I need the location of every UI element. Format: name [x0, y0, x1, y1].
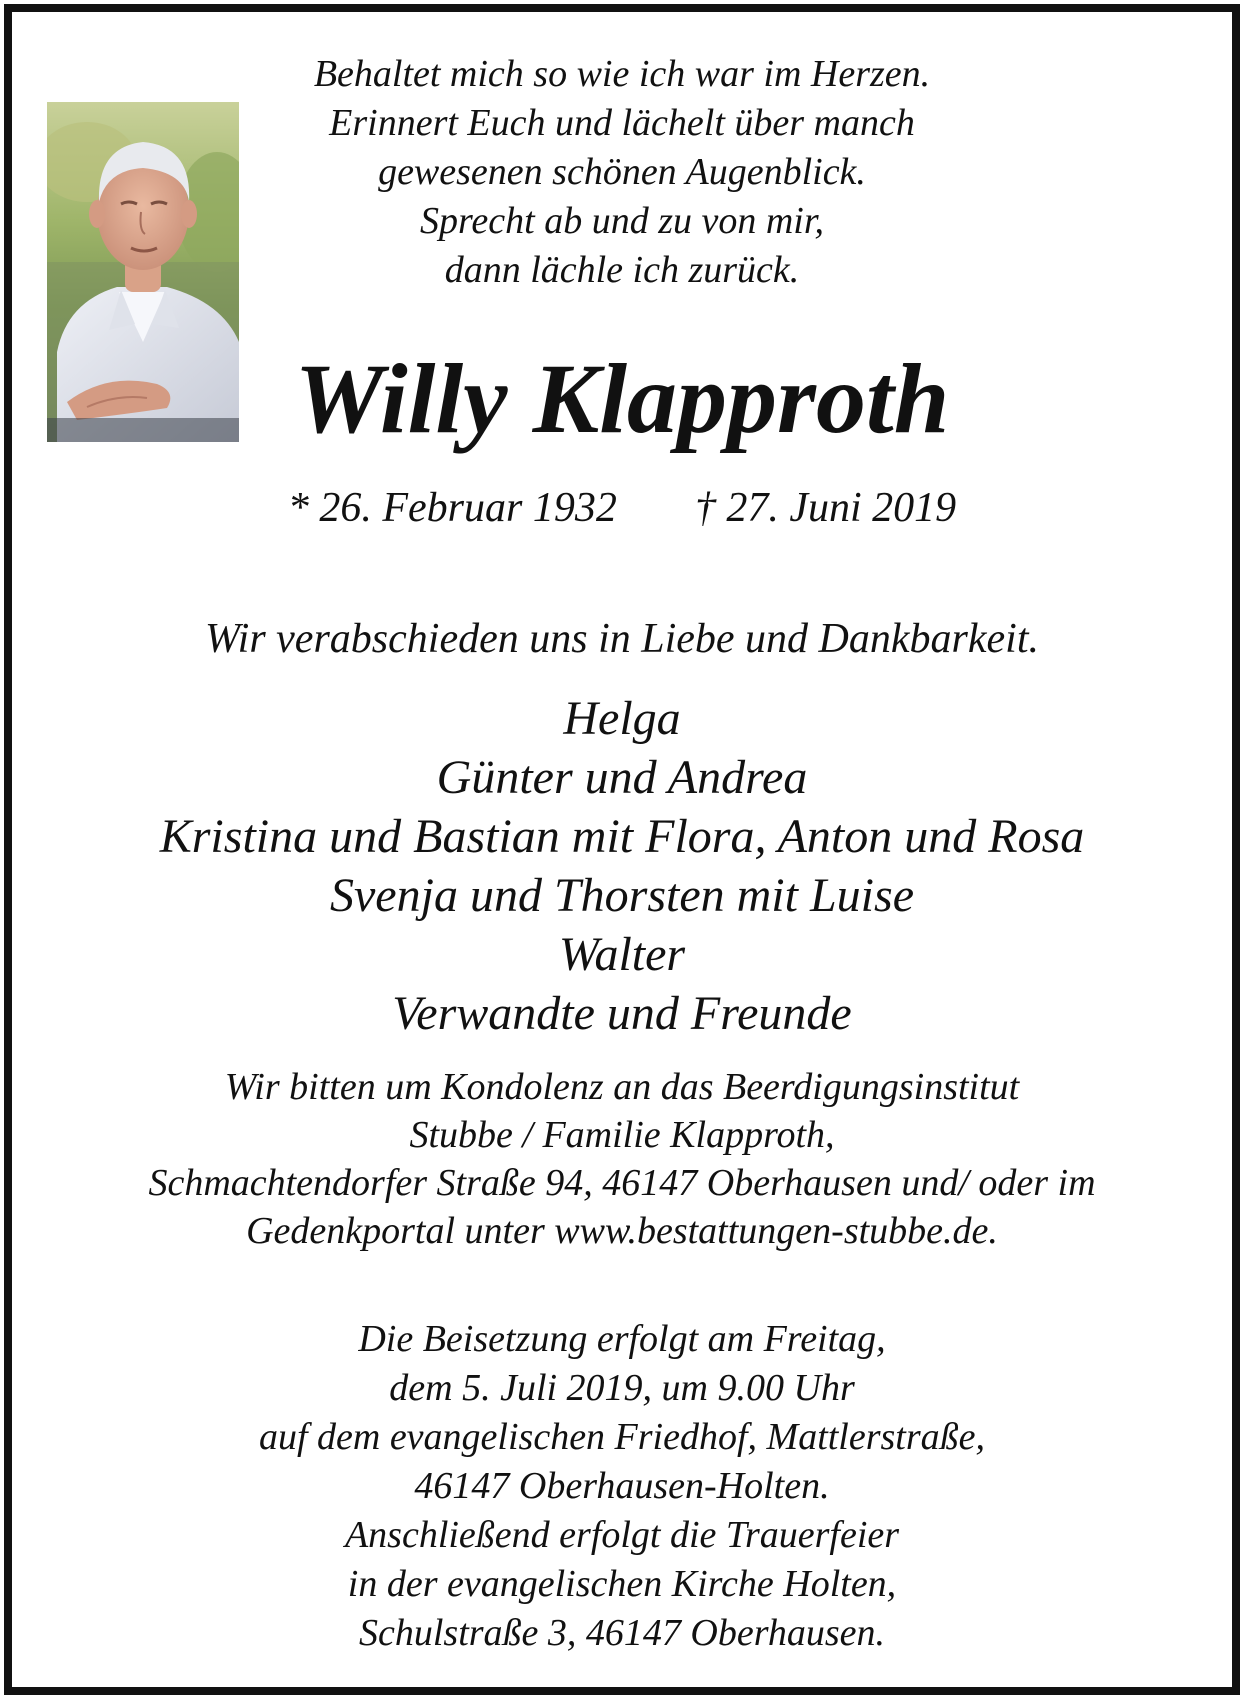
portrait-photo — [47, 102, 239, 442]
mourners-list — [12, 689, 1232, 1043]
obituary-notice — [4, 4, 1240, 1695]
condolence-line: Schmachtendorfer Straße 94, 46147 Oberhausen und/ oder im — [148, 1162, 1096, 1204]
mourner-line: Kristina und Bastian mit Flora, Anton und Rosa — [159, 810, 1085, 863]
birth-date: * 26. Februar 1932 — [287, 485, 617, 531]
condolence-line: Stubbe / Familie Klapproth, — [409, 1114, 835, 1156]
burial-line: Die Beisetzung erfolgt am Freitag, — [358, 1318, 886, 1360]
mourner-line: Svenja und Thorsten mit Luise — [330, 869, 914, 922]
condolence-line: Wir bitten um Kondolenz an das Beerdigungsinstitut — [224, 1066, 1020, 1108]
death-date: † 27. Juni 2019 — [694, 485, 957, 531]
portrait-illustration — [47, 102, 239, 442]
deceased-name: Willy Klapproth — [294, 343, 950, 454]
farewell-text: Wir verabschieden uns in Liebe und Dankbarkeit. — [204, 616, 1039, 662]
life-dates — [12, 482, 1232, 534]
condolence-line: Gedenkportal unter www.bestattungen-stubbe.de. — [246, 1210, 998, 1252]
burial-line: auf dem evangelischen Friedhof, Mattlerstraße, — [258, 1416, 986, 1458]
mourner-line: Walter — [558, 928, 686, 981]
burial-line: in der evangelischen Kirche Holten, — [347, 1563, 897, 1605]
burial-line: dem 5. Juli 2019, um 9.00 Uhr — [389, 1367, 855, 1409]
burial-line: Anschließend erfolgt die Trauerfeier — [344, 1514, 900, 1556]
poem-line: Behaltet mich so wie ich war im Herzen. — [313, 53, 931, 95]
condolence-info — [12, 1063, 1232, 1255]
poem-line: Erinnert Euch und lächelt über manch — [329, 102, 915, 144]
burial-line: 46147 Oberhausen-Holten. — [414, 1465, 830, 1507]
poem-line: dann lächle ich zurück. — [444, 249, 800, 291]
poem-line: Sprecht ab und zu von mir, — [420, 200, 824, 242]
mourner-line: Günter und Andrea — [436, 751, 808, 804]
mourner-line: Verwandte und Freunde — [392, 987, 852, 1040]
mourner-line: Helga — [563, 692, 681, 745]
burial-info — [12, 1315, 1232, 1658]
memorial-poem — [252, 50, 992, 295]
burial-line: Schulstraße 3, 46147 Oberhausen. — [359, 1612, 885, 1654]
poem-line: gewesenen schönen Augenblick. — [378, 151, 866, 193]
